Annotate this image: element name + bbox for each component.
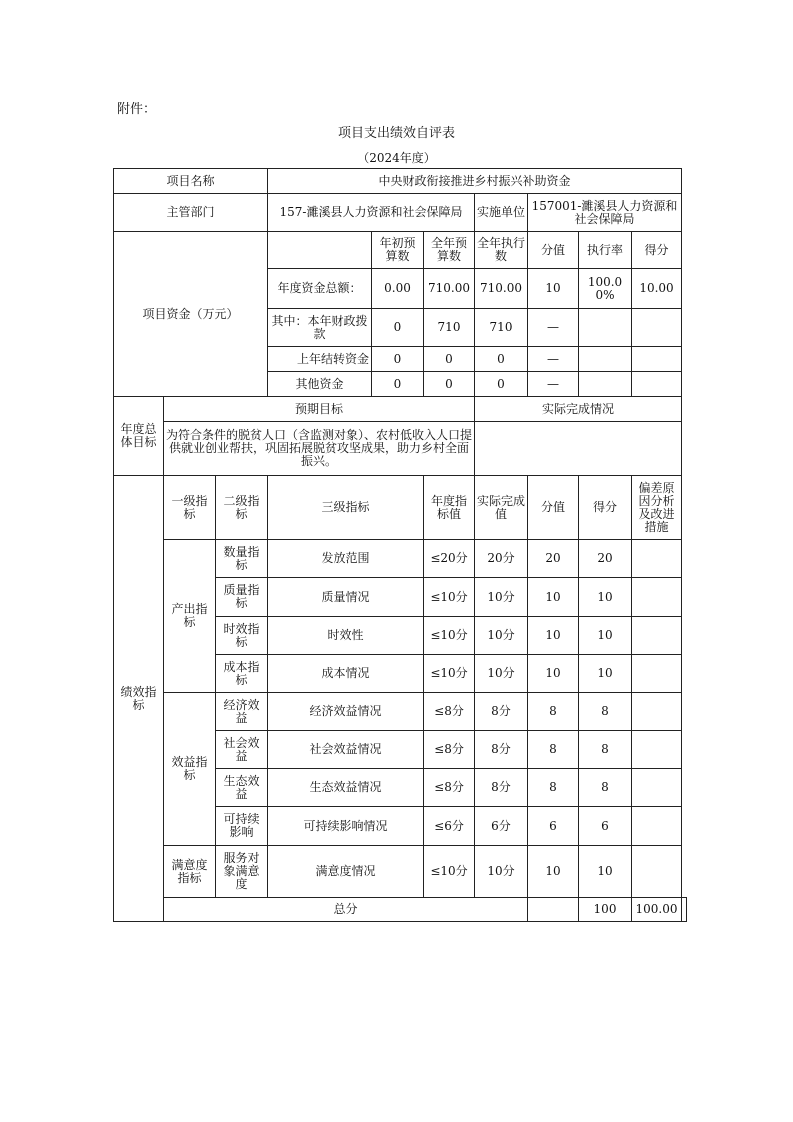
level2-cell: 成本指标 xyxy=(216,655,268,693)
score-value-cell: 8 xyxy=(528,731,579,769)
indicators-header-row xyxy=(114,476,687,540)
funds-annual: 0 xyxy=(424,347,475,372)
indicator-row xyxy=(114,846,687,898)
actual-cell: 10分 xyxy=(475,655,528,693)
funds-executed: 0 xyxy=(475,347,528,372)
indicators-label: 绩效指标 xyxy=(114,476,164,922)
level3-cell: 发放范围 xyxy=(268,540,424,578)
score-cell: 6 xyxy=(579,807,632,846)
actual-cell: 8分 xyxy=(475,769,528,807)
project-name-label: 项目名称 xyxy=(114,169,268,194)
performance-table xyxy=(113,168,687,922)
score-value-cell: 10 xyxy=(528,578,579,617)
actual-cell: 10分 xyxy=(475,617,528,655)
score-cell: 10 xyxy=(579,578,632,617)
score-value-header: 分值 xyxy=(528,476,579,540)
target-cell: ≤8分 xyxy=(424,769,475,807)
actual-header: 实际完成值 xyxy=(475,476,528,540)
funds-header: 执行率 xyxy=(579,232,632,269)
target-header: 年度指标值 xyxy=(424,476,475,540)
level1-header: 一级指标 xyxy=(164,476,216,540)
score-header: 得分 xyxy=(579,476,632,540)
deviation-cell xyxy=(632,846,682,898)
deviation-header: 偏差原因分析及改进措施 xyxy=(632,476,682,540)
funds-header-row xyxy=(114,232,687,269)
funds-initial: 0 xyxy=(372,309,424,347)
funds-header: 分值 xyxy=(528,232,579,269)
funds-header: 得分 xyxy=(632,232,682,269)
level3-cell: 社会效益情况 xyxy=(268,731,424,769)
funds-header: 全年预算数 xyxy=(424,232,475,269)
project-name-row xyxy=(114,169,687,194)
level3-cell: 质量情况 xyxy=(268,578,424,617)
dept-value: 157-濉溪县人力资源和社会保障局 xyxy=(268,194,475,232)
form-year: （2024年度） xyxy=(357,151,436,165)
goals-label: 年度总体目标 xyxy=(114,397,164,476)
level2-cell: 可持续影响 xyxy=(216,807,268,846)
deviation-cell xyxy=(632,731,682,769)
funds-label: 项目资金（万元） xyxy=(114,232,268,397)
actual-cell: 8分 xyxy=(475,731,528,769)
target-cell: ≤8分 xyxy=(424,731,475,769)
level1-cell: 产出指标 xyxy=(164,540,216,693)
level2-cell: 社会效益 xyxy=(216,731,268,769)
deviation-cell xyxy=(632,655,682,693)
level3-cell: 成本情况 xyxy=(268,655,424,693)
goals-row xyxy=(114,422,687,476)
funds-row-label: 年度资金总额： xyxy=(268,269,372,309)
score-cell: 20 xyxy=(579,540,632,578)
funds-rate xyxy=(579,372,632,397)
form-title: 项目支出绩效自评表 xyxy=(337,126,455,141)
funds-rate xyxy=(579,347,632,372)
actual-cell: 10分 xyxy=(475,578,528,617)
actual-completion-text xyxy=(475,422,682,476)
score-cell: 10 xyxy=(579,655,632,693)
funds-score xyxy=(632,309,682,347)
score-cell: 10 xyxy=(579,846,632,898)
level2-cell: 经济效益 xyxy=(216,693,268,731)
level3-cell: 经济效益情况 xyxy=(268,693,424,731)
score-value-cell: 10 xyxy=(528,846,579,898)
funds-executed: 710.00 xyxy=(475,269,528,309)
deviation-cell xyxy=(632,578,682,617)
funds-header: 全年执行数 xyxy=(475,232,528,269)
score-cell: 8 xyxy=(579,693,632,731)
expected-goal-header: 预期目标 xyxy=(164,397,475,422)
target-cell: ≤8分 xyxy=(424,693,475,731)
funds-initial: 0 xyxy=(372,372,424,397)
project-name: 中央财政衔接推进乡村振兴补助资金 xyxy=(268,169,682,194)
funds-row-label: 其他资金 xyxy=(268,372,372,397)
level3-cell: 可持续影响情况 xyxy=(268,807,424,846)
funds-score xyxy=(632,347,682,372)
dept-label: 主管部门 xyxy=(114,194,268,232)
actual-cell: 10分 xyxy=(475,846,528,898)
deviation-cell xyxy=(632,807,682,846)
funds-score-value: 10 xyxy=(528,269,579,309)
level3-cell: 生态效益情况 xyxy=(268,769,424,807)
funds-score-value: — xyxy=(528,372,579,397)
level2-cell: 时效指标 xyxy=(216,617,268,655)
funds-header: 年初预算数 xyxy=(372,232,424,269)
target-cell: ≤10分 xyxy=(424,578,475,617)
actual-cell: 6分 xyxy=(475,807,528,846)
funds-annual: 710.00 xyxy=(424,269,475,309)
level2-header: 二级指标 xyxy=(216,476,268,540)
target-cell: ≤6分 xyxy=(424,807,475,846)
score-cell: 10 xyxy=(579,617,632,655)
expected-goal-text: 为符合条件的脱贫人口（含监测对象）、农村低收入人口提供就业创业帮扶，巩固拓展脱贫攻坚成果，助力乡村全面振兴。 xyxy=(164,422,475,476)
target-cell: ≤10分 xyxy=(424,655,475,693)
funds-row-label: 其中：本年财政拨款 xyxy=(268,309,372,347)
impl-label: 实施单位 xyxy=(475,194,528,232)
deviation-cell xyxy=(632,693,682,731)
funds-initial: 0 xyxy=(372,347,424,372)
funds-score: 10.00 xyxy=(632,269,682,309)
score-cell: 8 xyxy=(579,731,632,769)
score-cell: 8 xyxy=(579,769,632,807)
level1-cell: 效益指标 xyxy=(164,693,216,846)
level3-cell: 满意度情况 xyxy=(268,846,424,898)
level2-cell: 数量指标 xyxy=(216,540,268,578)
total-actual-blank xyxy=(528,898,579,922)
actual-completion-header: 实际完成情况 xyxy=(475,397,682,422)
funds-executed: 710 xyxy=(475,309,528,347)
indicator-row xyxy=(114,693,687,731)
level2-cell: 服务对象满意度 xyxy=(216,846,268,898)
total-score-value: 100 xyxy=(579,898,632,922)
department-row xyxy=(114,194,687,232)
target-cell: ≤20分 xyxy=(424,540,475,578)
level3-cell: 时效性 xyxy=(268,617,424,655)
score-value-cell: 8 xyxy=(528,769,579,807)
funds-score-value: — xyxy=(528,309,579,347)
deviation-cell xyxy=(632,769,682,807)
funds-rate xyxy=(579,309,632,347)
funds-executed: 0 xyxy=(475,372,528,397)
score-value-cell: 6 xyxy=(528,807,579,846)
funds-initial: 0.00 xyxy=(372,269,424,309)
funds-row-label: 上年结转资金 xyxy=(268,347,372,372)
total-row xyxy=(114,898,687,922)
funds-score-value: — xyxy=(528,347,579,372)
score-value-cell: 20 xyxy=(528,540,579,578)
deviation-cell xyxy=(632,617,682,655)
score-value-cell: 8 xyxy=(528,693,579,731)
funds-annual: 710 xyxy=(424,309,475,347)
level2-cell: 质量指标 xyxy=(216,578,268,617)
attachment-label: 附件： xyxy=(117,102,157,117)
deviation-cell xyxy=(632,540,682,578)
indicator-row xyxy=(114,540,687,578)
total-deviation-blank xyxy=(682,898,687,922)
impl-value: 157001-濉溪县人力资源和社会保障局 xyxy=(528,194,682,232)
total-score: 100.00 xyxy=(632,898,682,922)
goals-header-row xyxy=(114,397,687,422)
actual-cell: 8分 xyxy=(475,693,528,731)
score-value-cell: 10 xyxy=(528,617,579,655)
funds-annual: 0 xyxy=(424,372,475,397)
level2-cell: 生态效益 xyxy=(216,769,268,807)
funds-header-blank xyxy=(268,232,372,269)
level1-cell: 满意度指标 xyxy=(164,846,216,898)
target-cell: ≤10分 xyxy=(424,617,475,655)
target-cell: ≤10分 xyxy=(424,846,475,898)
score-value-cell: 10 xyxy=(528,655,579,693)
total-label: 总分 xyxy=(164,898,528,922)
funds-rate: 100.00% xyxy=(579,269,632,309)
level3-header: 三级指标 xyxy=(268,476,424,540)
actual-cell: 20分 xyxy=(475,540,528,578)
funds-score xyxy=(632,372,682,397)
